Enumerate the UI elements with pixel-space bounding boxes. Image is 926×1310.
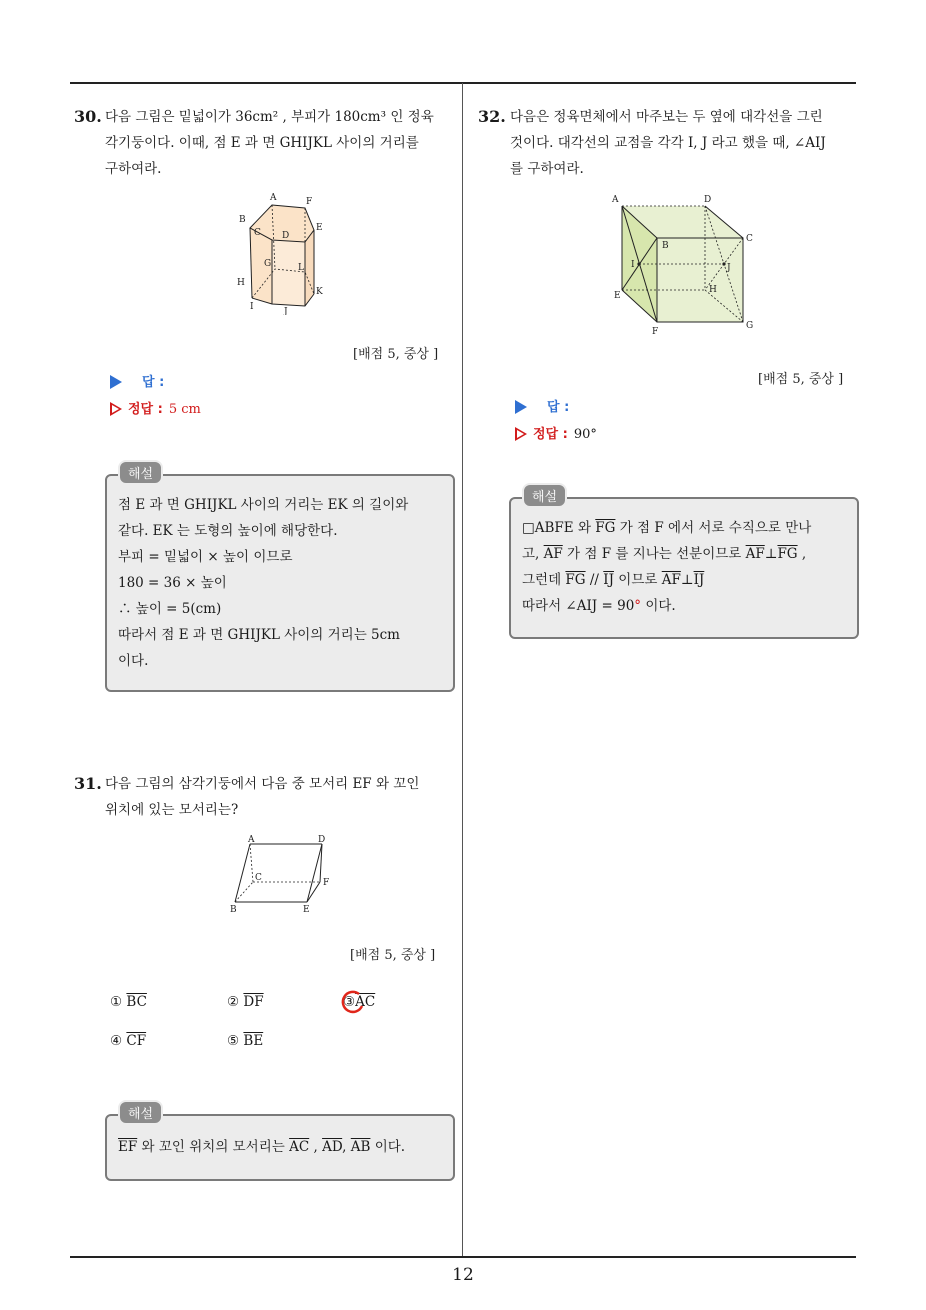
q30-exp-line-6: 따라서 점 E 과 면 GHIJKL 사이의 거리는 5cm	[118, 627, 400, 643]
q31-choice-4[interactable]	[110, 1033, 146, 1049]
q32-answer-row	[515, 396, 569, 415]
degree-symbol: °	[634, 598, 642, 614]
q32-exp-line-3	[522, 567, 811, 593]
text-part: 고,	[522, 546, 544, 562]
outline-arrow-icon	[110, 402, 122, 416]
text-part: ,	[342, 1139, 351, 1155]
q32-score: [배점 5, 중상 ]	[758, 372, 844, 387]
q31-explanation-tab: 해설	[118, 1100, 163, 1125]
text-part: ,	[797, 546, 807, 562]
q32-cube-figure	[605, 190, 765, 340]
q31-line-2: 위치에 있는 모서리는?	[105, 802, 239, 818]
q30-exp-line-5: ∴ 높이 = 5(cm)	[118, 601, 222, 617]
segment-AD: $\overline{AD}$	[322, 1139, 343, 1155]
q30-correct-label: 정답 :	[128, 402, 163, 417]
q32-exp-line-2	[522, 541, 811, 567]
text-part: 이다.	[370, 1139, 406, 1155]
q32-answer-label: 답 :	[547, 400, 570, 415]
q30-label-H: H	[237, 278, 245, 288]
choice-text: $\overline{DF}$	[243, 994, 264, 1010]
q32-label-B: B	[662, 241, 669, 251]
segment-AF: $\overline{AF}$	[661, 572, 681, 588]
choice-number: ⑤	[227, 1033, 240, 1049]
text-part: 가 점 F 에서 서로 수직으로 만나	[615, 520, 812, 536]
segment-EF: $\overline{EF}$	[118, 1139, 138, 1155]
q30-hexagonal-prism-figure	[230, 190, 330, 315]
q32-label-I: I	[631, 260, 635, 270]
q30-line-1: 다음 그림은 밑넓이가 36cm² , 부피가 180cm³ 인 정육	[105, 109, 434, 125]
segment-AF: $\overline{AF}$	[745, 546, 765, 562]
top-rule	[70, 82, 856, 84]
choice-text: $\overline{BE}$	[243, 1033, 264, 1049]
q32-label-F: F	[652, 327, 659, 337]
play-arrow-icon	[515, 400, 527, 414]
text-part: ,	[309, 1139, 323, 1155]
q32-explanation-text	[522, 515, 811, 619]
segment-IJ: $\overline{IJ}$	[603, 572, 615, 588]
q30-label-L: L	[298, 263, 304, 273]
q31-label-F: F	[323, 878, 330, 888]
bottom-rule	[70, 1256, 856, 1258]
q31-explanation-text	[118, 1134, 405, 1160]
text-part: 그런데	[522, 572, 566, 588]
q31-label-D: D	[318, 835, 326, 845]
text-part: 와 꼬인 위치의 모서리는	[137, 1139, 290, 1155]
q32-text	[510, 104, 826, 182]
choice-text: $\overline{CF}$	[126, 1033, 147, 1049]
choice-number: ②	[227, 994, 240, 1010]
q32-label-J: J	[727, 263, 731, 273]
q32-label-A: A	[612, 195, 619, 205]
choice-text: $\overline{AC}$	[355, 994, 376, 1010]
q32-correct-row	[515, 423, 597, 442]
page-number: 12	[452, 1265, 474, 1285]
q30-answer-row	[110, 371, 164, 390]
text-part: 이므로	[614, 572, 662, 588]
q31-choice-2[interactable]	[227, 994, 264, 1010]
q32-exp-line-4	[522, 593, 811, 619]
q32-label-C: C	[746, 234, 753, 244]
q31-triangular-prism-figure	[225, 830, 335, 915]
q32-label-G: G	[746, 321, 754, 331]
q31-label-C: C	[255, 873, 262, 883]
perp-symbol: ⊥	[764, 546, 778, 562]
q30-answer-label: 답 :	[142, 375, 165, 390]
q30-label-I: I	[250, 302, 254, 312]
q32-label-E: E	[614, 291, 621, 301]
perp-symbol: ⊥	[680, 572, 694, 588]
q32-line-2: 것이다. 대각선의 교점을 각각 I, J 라고 했을 때, ∠AIJ	[510, 135, 826, 151]
column-divider	[462, 83, 463, 1258]
q31-choice-5[interactable]	[227, 1033, 263, 1049]
q31-exp-line-1	[118, 1134, 405, 1160]
choice-number: ①	[110, 994, 123, 1010]
segment-FG: $\overline{FG}$	[595, 520, 616, 536]
q31-number: 31.	[74, 774, 102, 793]
q30-label-C: C	[254, 228, 261, 238]
q32-correct-value: 90°	[573, 427, 597, 442]
q30-correct-row	[110, 398, 201, 417]
q30-label-J: J	[284, 307, 288, 315]
q32-label-H: H	[709, 285, 717, 295]
text-part: □ABFE 와	[522, 520, 596, 536]
q30-line-2: 각기둥이다. 이때, 점 E 과 면 GHIJKL 사이의 거리를	[105, 135, 419, 151]
q31-choice-1[interactable]	[110, 994, 147, 1010]
q32-label-D: D	[704, 195, 712, 205]
outline-arrow-icon	[515, 427, 527, 441]
q32-explanation-tab: 해설	[522, 483, 567, 508]
play-arrow-icon	[110, 375, 122, 389]
q30-label-A: A	[270, 193, 277, 203]
q30-exp-line-4: 180 = 36 × 높이	[118, 575, 227, 591]
text-part: 가 점 F 를 지나는 선분이므로	[562, 546, 746, 562]
q31-score: [배점 5, 중상 ]	[350, 948, 436, 963]
q30-explanation-text	[118, 492, 408, 674]
q30-label-B: B	[239, 215, 246, 225]
q30-exp-line-2: 같다. EK 는 도형의 높이에 해당한다.	[118, 523, 338, 539]
parallel-symbol: //	[585, 572, 604, 588]
q30-explanation-tab: 해설	[118, 460, 163, 485]
q31-label-E: E	[303, 905, 310, 915]
q30-exp-line-7: 이다.	[118, 653, 149, 669]
segment-AB: $\overline{AB}$	[350, 1139, 371, 1155]
q32-line-3: 를 구하여라.	[510, 161, 584, 177]
q32-exp-line-1	[522, 515, 811, 541]
q30-text	[105, 104, 434, 182]
q30-label-D: D	[282, 231, 290, 241]
correct-answer-circle-mark	[336, 988, 366, 1018]
choice-number: ③	[343, 994, 356, 1010]
q30-correct-value: 5 cm	[168, 402, 201, 417]
text-part: 이다.	[641, 598, 676, 614]
q30-label-K: K	[316, 287, 323, 297]
q30-label-G: G	[264, 259, 272, 269]
q30-exp-line-1: 점 E 과 면 GHIJKL 사이의 거리는 EK 의 길이와	[118, 497, 409, 513]
q31-label-B: B	[230, 905, 237, 915]
q30-score: [배점 5, 중상 ]	[353, 347, 439, 362]
q30-label-E: E	[316, 223, 323, 233]
q31-line-1: 다음 그림의 삼각기둥에서 다음 중 모서리 EF 와 꼬인	[105, 776, 420, 792]
choice-number: ④	[110, 1033, 123, 1049]
q32-line-1: 다음은 정육면체에서 마주보는 두 옆에 대각선을 그린	[510, 109, 823, 125]
q31-text	[105, 771, 419, 823]
text-part: 따라서 ∠AIJ = 90	[522, 598, 635, 614]
q30-number: 30.	[74, 107, 102, 126]
segment-FG: $\overline{FG}$	[777, 546, 798, 562]
segment-AF: $\overline{AF}$	[543, 546, 563, 562]
segment-IJ: $\overline{IJ}$	[693, 572, 705, 588]
choice-text: $\overline{BC}$	[126, 994, 147, 1010]
q30-label-F: F	[306, 197, 313, 207]
q32-correct-label: 정답 :	[533, 427, 568, 442]
q32-number: 32.	[478, 107, 506, 126]
q31-label-A: A	[248, 835, 255, 845]
segment-FG: $\overline{FG}$	[565, 572, 586, 588]
q30-exp-line-3: 부피 = 밑넓이 × 높이 이므로	[118, 549, 293, 565]
segment-AC: $\overline{AC}$	[289, 1139, 310, 1155]
q30-line-3: 구하여라.	[105, 161, 162, 177]
